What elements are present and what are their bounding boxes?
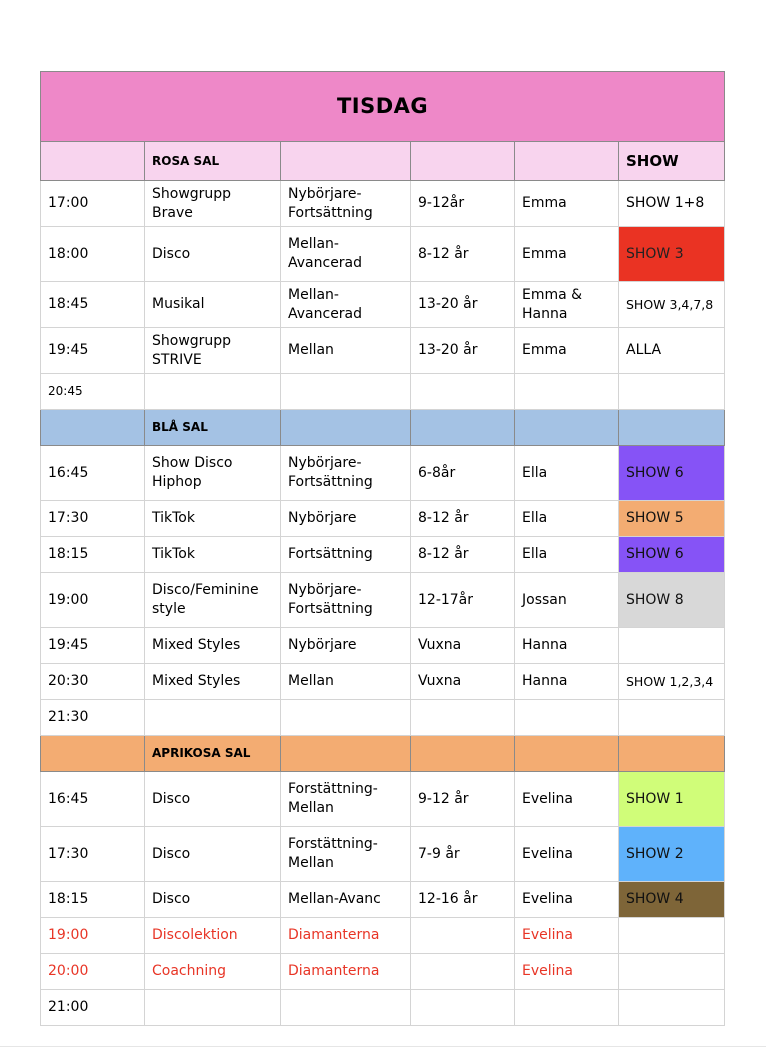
show-cell: SHOW 1 [619,772,725,827]
time-cell: 17:30 [41,501,145,537]
header-cell [619,736,725,772]
table-row [41,501,725,537]
level-cell: Diamanterna [281,918,411,954]
teacher-cell: Ella [515,501,619,537]
show-cell [619,954,725,990]
time-cell: 19:00 [41,573,145,628]
show-cell: SHOW 8 [619,573,725,628]
level-cell: Nybörjare-Fortsättning [281,181,411,227]
empty-cell [281,700,411,736]
show-cell: SHOW 4 [619,882,725,918]
level-cell: Fortsättning [281,537,411,573]
class-cell: TikTok [145,537,281,573]
header-cell [619,410,725,446]
time-cell: 17:00 [41,181,145,227]
teacher-cell: Evelina [515,827,619,882]
header-cell [41,736,145,772]
header-cell [515,142,619,181]
table-row [41,181,725,227]
end-time-cell: 21:30 [41,700,145,736]
show-cell: SHOW 1+8 [619,181,725,227]
show-cell: SHOW 2 [619,827,725,882]
section-name: BLÅ SAL [145,410,281,446]
age-cell: 13-20 år [411,328,515,374]
class-cell: Showgrupp STRIVE [145,328,281,374]
end-time-row [41,700,725,736]
class-cell: Coachning [145,954,281,990]
age-cell: Vuxna [411,664,515,700]
time-cell: 16:45 [41,446,145,501]
class-cell: Disco [145,827,281,882]
level-cell: Forstättning-Mellan [281,772,411,827]
class-cell: Mixed Styles [145,628,281,664]
class-cell: Disco [145,772,281,827]
age-cell: 9-12 år [411,772,515,827]
table-row [41,882,725,918]
age-cell: 9-12år [411,181,515,227]
show-cell: ALLA [619,328,725,374]
header-cell [411,142,515,181]
header-cell [411,736,515,772]
empty-cell [515,990,619,1026]
table-row [41,918,725,954]
time-cell: 18:15 [41,882,145,918]
level-cell: Mellan-Avancerad [281,282,411,328]
age-cell: 12-16 år [411,882,515,918]
level-cell: Mellan-Avancerad [281,227,411,282]
time-cell: 19:45 [41,628,145,664]
end-time-row [41,990,725,1026]
time-cell: 18:15 [41,537,145,573]
teacher-cell: Emma [515,181,619,227]
teacher-cell: Ella [515,537,619,573]
time-cell: 16:45 [41,772,145,827]
header-cell [515,410,619,446]
age-cell [411,954,515,990]
table-row [41,537,725,573]
age-cell: 8-12 år [411,227,515,282]
empty-cell [145,700,281,736]
class-cell: TikTok [145,501,281,537]
show-cell: SHOW 6 [619,446,725,501]
teacher-cell: Hanna [515,664,619,700]
table-row [41,664,725,700]
show-column-header: SHOW [619,142,725,181]
level-cell: Forstättning-Mellan [281,827,411,882]
empty-cell [619,374,725,410]
show-cell [619,628,725,664]
empty-cell [281,374,411,410]
time-cell: 17:30 [41,827,145,882]
teacher-cell: Evelina [515,918,619,954]
table-row [41,628,725,664]
table-row [41,227,725,282]
header-cell [281,142,411,181]
schedule-table [40,71,725,1026]
level-cell: Mellan [281,328,411,374]
age-cell: 8-12 år [411,501,515,537]
teacher-cell: Evelina [515,954,619,990]
class-cell: Show Disco Hiphop [145,446,281,501]
level-cell: Nybörjare-Fortsättning [281,573,411,628]
level-cell: Nybörjare-Fortsättning [281,446,411,501]
class-cell: Disco/Feminine style [145,573,281,628]
table-row [41,282,725,328]
page-title: TISDAG [41,72,725,142]
header-cell [515,736,619,772]
table-row [41,573,725,628]
table-row [41,446,725,501]
empty-cell [619,700,725,736]
class-cell: Showgrupp Brave [145,181,281,227]
level-cell: Diamanterna [281,954,411,990]
age-cell: 13-20 år [411,282,515,328]
section-header-rosa [41,142,725,181]
section-name: ROSA SAL [145,142,281,181]
level-cell: Nybörjare [281,501,411,537]
teacher-cell: Emma [515,328,619,374]
empty-cell [515,374,619,410]
show-cell [619,918,725,954]
header-cell [41,410,145,446]
age-cell [411,918,515,954]
teacher-cell: Jossan [515,573,619,628]
header-cell [281,736,411,772]
title-row [41,72,725,142]
teacher-cell: Evelina [515,882,619,918]
empty-cell [411,990,515,1026]
class-cell: Disco [145,227,281,282]
page-bottom-divider [0,1046,766,1047]
table-row [41,328,725,374]
schedule-sheet [40,71,724,1026]
section-name: APRIKOSA SAL [145,736,281,772]
section-header-bla [41,410,725,446]
level-cell: Mellan-Avanc [281,882,411,918]
age-cell: 6-8år [411,446,515,501]
class-cell: Mixed Styles [145,664,281,700]
show-cell: SHOW 6 [619,537,725,573]
class-cell: Musikal [145,282,281,328]
show-cell: SHOW 3,4,7,8 [619,282,725,328]
empty-cell [281,990,411,1026]
end-time-cell: 20:45 [41,374,145,410]
empty-cell [145,990,281,1026]
class-cell: Disco [145,882,281,918]
time-cell: 20:00 [41,954,145,990]
empty-cell [515,700,619,736]
header-cell [281,410,411,446]
time-cell: 18:45 [41,282,145,328]
table-row [41,827,725,882]
age-cell: 8-12 år [411,537,515,573]
teacher-cell: Hanna [515,628,619,664]
header-cell [41,142,145,181]
time-cell: 19:00 [41,918,145,954]
empty-cell [411,700,515,736]
time-cell: 19:45 [41,328,145,374]
time-cell: 18:00 [41,227,145,282]
class-cell: Discolektion [145,918,281,954]
teacher-cell: Ella [515,446,619,501]
teacher-cell: Emma & Hanna [515,282,619,328]
teacher-cell: Evelina [515,772,619,827]
show-cell: SHOW 5 [619,501,725,537]
level-cell: Mellan [281,664,411,700]
header-cell [411,410,515,446]
table-row [41,772,725,827]
end-time-cell: 21:00 [41,990,145,1026]
empty-cell [411,374,515,410]
age-cell: Vuxna [411,628,515,664]
teacher-cell: Emma [515,227,619,282]
age-cell: 7-9 år [411,827,515,882]
empty-cell [145,374,281,410]
end-time-row [41,374,725,410]
time-cell: 20:30 [41,664,145,700]
table-row [41,954,725,990]
show-cell: SHOW 3 [619,227,725,282]
section-header-aprikosa [41,736,725,772]
show-cell: SHOW 1,2,3,4 [619,664,725,700]
empty-cell [619,990,725,1026]
level-cell: Nybörjare [281,628,411,664]
age-cell: 12-17år [411,573,515,628]
